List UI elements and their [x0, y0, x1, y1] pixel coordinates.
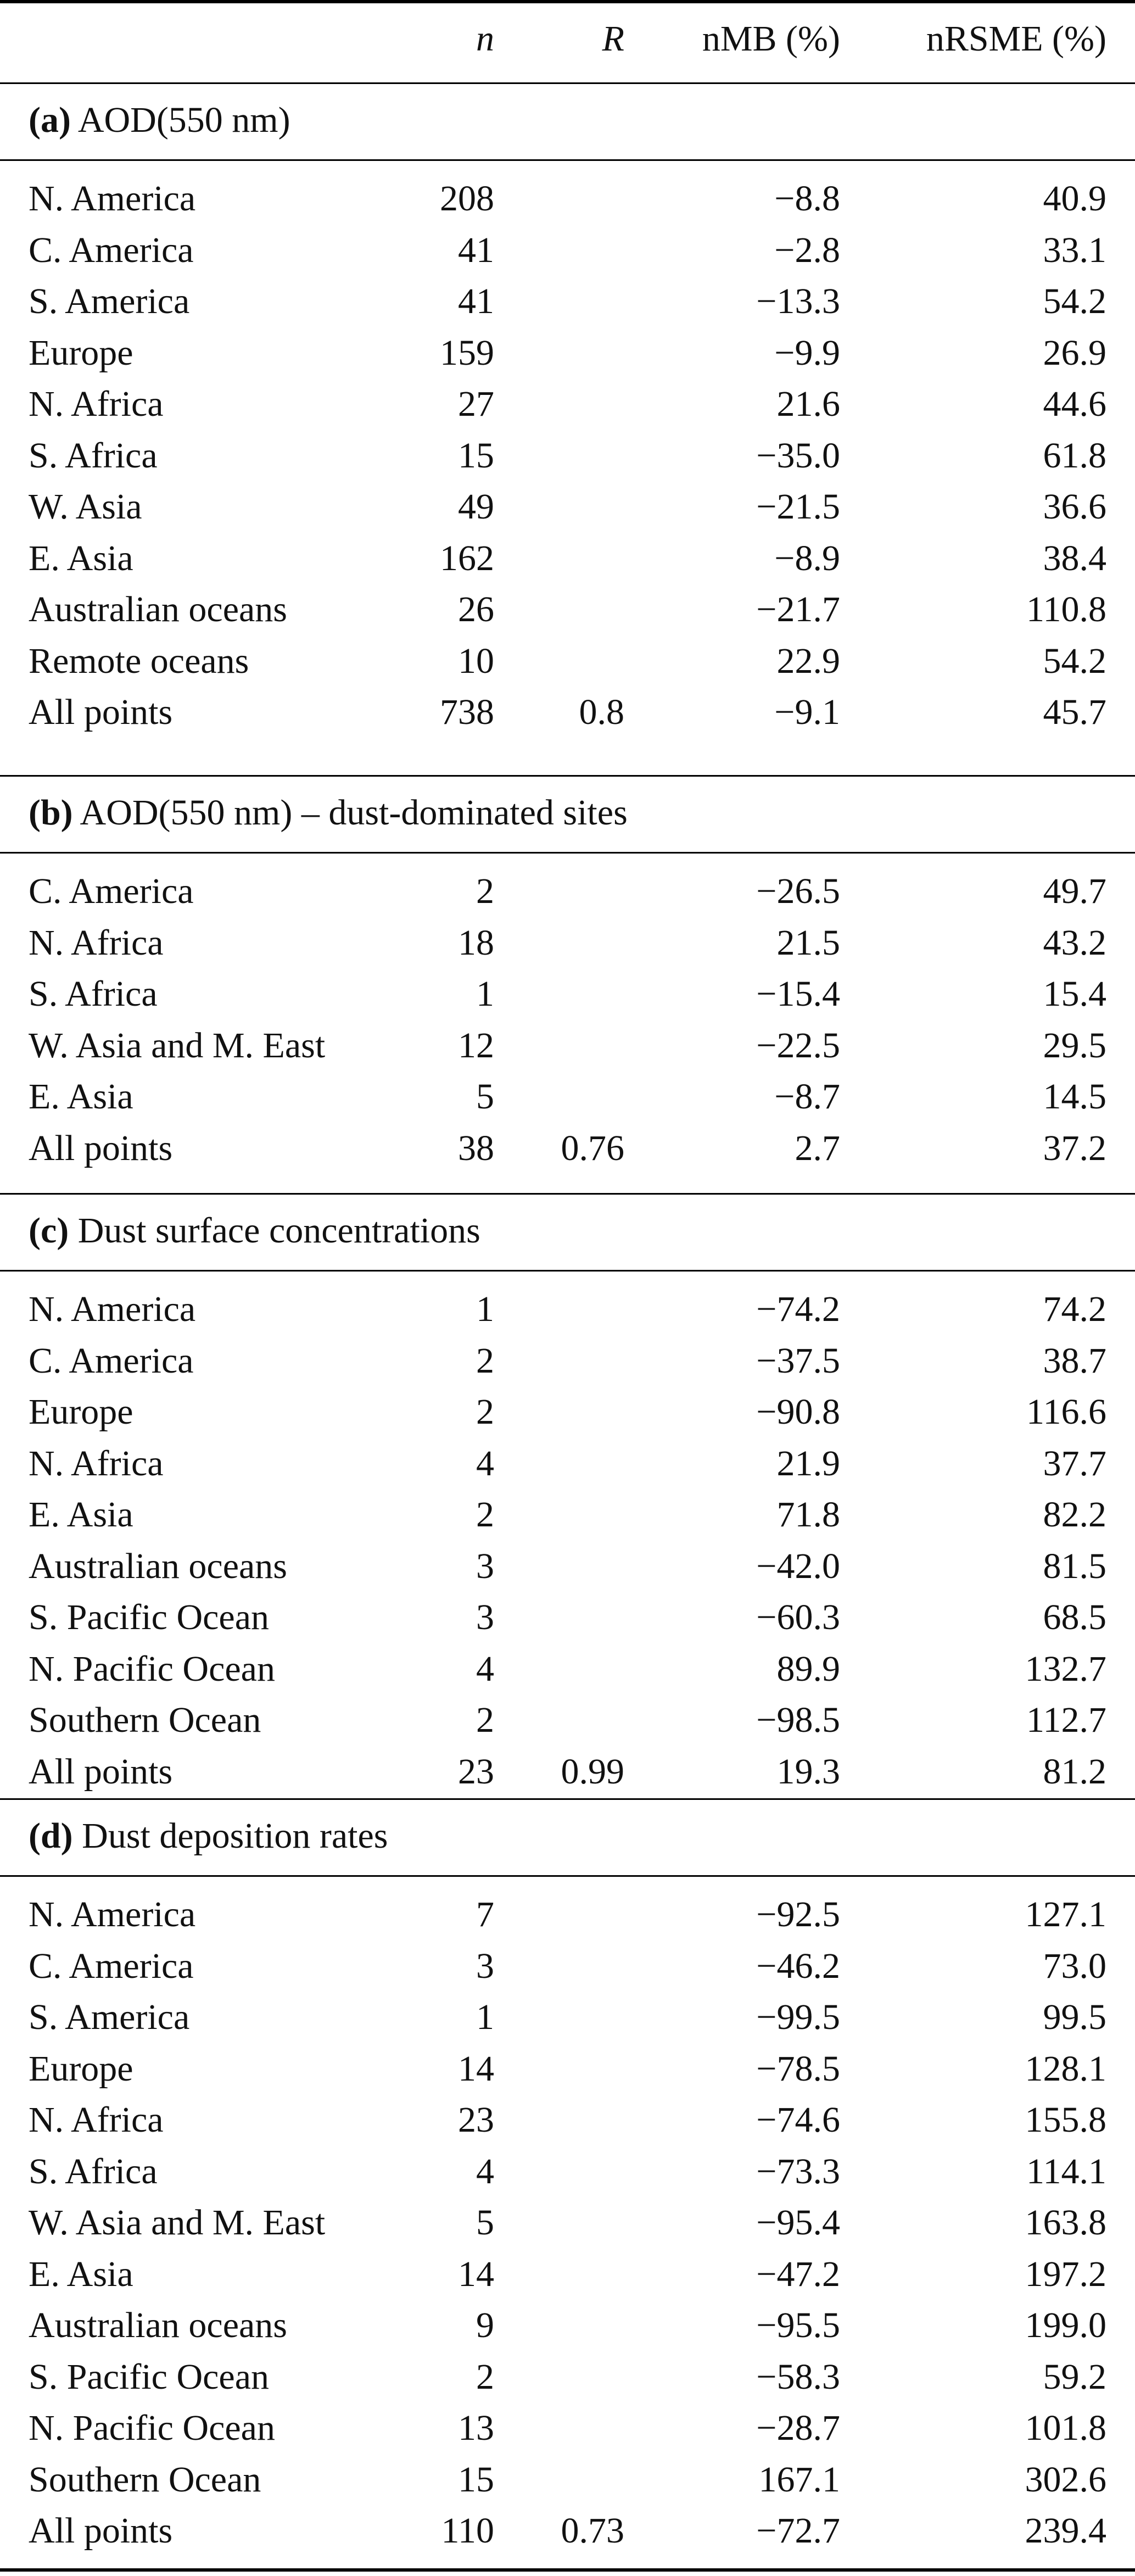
cell-nrsme: 15.4	[1043, 974, 1106, 1014]
table-row	[0, 1643, 1135, 1694]
table-row	[0, 584, 1135, 635]
section-title	[29, 94, 290, 146]
table-row	[0, 173, 1135, 224]
header-nrsme: nRSME (%)	[926, 19, 1106, 59]
cell-nmb: −98.5	[756, 1700, 840, 1740]
cell-nmb: −21.5	[756, 487, 840, 527]
cell-nrsme: 99.5	[1043, 1997, 1106, 2037]
cell-nrsme: 112.7	[1026, 1700, 1106, 1740]
table-row	[0, 2351, 1135, 2402]
table-row	[0, 687, 1135, 738]
cell-nmb: −22.5	[756, 1025, 840, 1066]
section-rule	[0, 1798, 1135, 1800]
cell-nrsme: 68.5	[1043, 1597, 1106, 1637]
cell-nmb: −8.8	[774, 179, 840, 219]
cell-region: S. America	[29, 1997, 190, 2037]
cell-n: 4	[476, 2151, 494, 2192]
table-row	[0, 1746, 1135, 1797]
cell-n: 2	[476, 2357, 494, 2397]
cell-region: All points	[29, 2511, 173, 2551]
section-title-row	[0, 787, 1135, 838]
cell-n: 27	[458, 384, 494, 424]
cell-region: Europe	[29, 2049, 133, 2089]
cell-n: 738	[440, 692, 494, 732]
cell-region: Southern Ocean	[29, 1700, 261, 1740]
cell-nmb: −72.7	[756, 2511, 840, 2551]
cell-n: 26	[458, 589, 494, 629]
cell-region: N. Africa	[29, 384, 164, 424]
cell-region: E. Asia	[29, 2254, 133, 2294]
cell-n: 2	[476, 871, 494, 911]
cell-nrsme: 29.5	[1043, 1025, 1106, 1066]
section-title-rule	[0, 1875, 1135, 1877]
cell-n: 1	[476, 1289, 494, 1329]
section-rule	[0, 82, 1135, 84]
cell-region: W. Asia and M. East	[29, 2203, 326, 2243]
cell-nmb: 19.3	[776, 1752, 840, 1792]
cell-nrsme: 37.7	[1043, 1443, 1106, 1484]
section-letter: (a)	[29, 100, 71, 140]
cell-n: 3	[476, 1546, 494, 1586]
cell-nmb: −46.2	[756, 1946, 840, 1986]
section-title-row	[0, 1205, 1135, 1256]
table-row	[0, 1592, 1135, 1643]
table-row	[0, 430, 1135, 481]
cell-r: 0.76	[561, 1128, 624, 1168]
cell-region: E. Asia	[29, 538, 133, 578]
cell-nmb: 21.9	[776, 1443, 840, 1484]
cell-region: All points	[29, 1752, 173, 1792]
cell-region: N. America	[29, 179, 196, 219]
table-row	[0, 1284, 1135, 1335]
cell-region: S. Pacific Ocean	[29, 2357, 269, 2397]
cell-nmb: −95.5	[756, 2305, 840, 2345]
header-row	[0, 13, 1135, 64]
table-row	[0, 1489, 1135, 1540]
cell-nrsme: 128.1	[1025, 2049, 1106, 2089]
cell-nrsme: 127.1	[1025, 1894, 1106, 1934]
table-row	[0, 1020, 1135, 1071]
table-row	[0, 1694, 1135, 1746]
cell-nrsme: 14.5	[1043, 1077, 1106, 1117]
cell-r: 0.8	[579, 692, 624, 732]
header-nmb: nMB (%)	[702, 19, 840, 59]
table-row	[0, 1071, 1135, 1122]
section-title-rule	[0, 159, 1135, 161]
cell-n: 14	[458, 2049, 494, 2089]
cell-nrsme: 239.4	[1025, 2511, 1106, 2551]
cell-nrsme: 101.8	[1025, 2408, 1106, 2448]
section-title-rule	[0, 852, 1135, 854]
cell-nrsme: 33.1	[1043, 230, 1106, 270]
section-title	[29, 1810, 388, 1861]
cell-nmb: 2.7	[795, 1128, 840, 1168]
cell-nmb: −21.7	[756, 589, 840, 629]
table-row	[0, 917, 1135, 968]
cell-nrsme: 45.7	[1043, 692, 1106, 732]
cell-n: 38	[458, 1128, 494, 1168]
cell-region: S. Pacific Ocean	[29, 1597, 269, 1637]
cell-nrsme: 54.2	[1043, 641, 1106, 681]
cell-nmb: −37.5	[756, 1341, 840, 1381]
cell-nmb: −15.4	[756, 974, 840, 1014]
top-rule	[0, 0, 1135, 3]
table-row	[0, 2454, 1135, 2505]
cell-n: 41	[458, 281, 494, 321]
cell-region: Europe	[29, 333, 133, 373]
header-n: n	[476, 19, 494, 59]
cell-nrsme: 40.9	[1043, 179, 1106, 219]
cell-nmb: −35.0	[756, 436, 840, 476]
cell-nmb: −74.6	[756, 2100, 840, 2140]
cell-nmb: −60.3	[756, 1597, 840, 1637]
cell-nrsme: 132.7	[1025, 1649, 1106, 1689]
cell-nrsme: 44.6	[1043, 384, 1106, 424]
cell-nrsme: 163.8	[1025, 2203, 1106, 2243]
cell-nrsme: 82.2	[1043, 1495, 1106, 1535]
table-row	[0, 1941, 1135, 1992]
cell-nmb: −74.2	[756, 1289, 840, 1329]
cell-nmb: 22.9	[776, 641, 840, 681]
table-row	[0, 481, 1135, 532]
table-row	[0, 225, 1135, 276]
cell-nrsme: 38.4	[1043, 538, 1106, 578]
cell-region: S. Africa	[29, 2151, 158, 2192]
table-row	[0, 2300, 1135, 2351]
cell-n: 4	[476, 1649, 494, 1689]
cell-region: All points	[29, 692, 173, 732]
table-row	[0, 1992, 1135, 2043]
cell-n: 10	[458, 641, 494, 681]
cell-n: 23	[458, 1752, 494, 1792]
cell-region: Southern Ocean	[29, 2460, 261, 2500]
cell-nmb: −95.4	[756, 2203, 840, 2243]
cell-nrsme: 43.2	[1043, 923, 1106, 963]
cell-nrsme: 81.2	[1043, 1752, 1106, 1792]
cell-nmb: −8.9	[774, 538, 840, 578]
cell-nmb: −9.1	[774, 692, 840, 732]
cell-nmb: −9.9	[774, 333, 840, 373]
cell-region: C. America	[29, 1946, 194, 1986]
section-letter: (b)	[29, 793, 73, 833]
table-row	[0, 1438, 1135, 1489]
table-row	[0, 2505, 1135, 2556]
cell-nrsme: 61.8	[1043, 436, 1106, 476]
cell-nmb: −2.8	[774, 230, 840, 270]
cell-region: N. Africa	[29, 2100, 164, 2140]
cell-n: 1	[476, 974, 494, 1014]
table-row	[0, 276, 1135, 327]
cell-region: S. Africa	[29, 436, 158, 476]
cell-n: 2	[476, 1392, 494, 1432]
cell-n: 41	[458, 230, 494, 270]
cell-nrsme: 110.8	[1026, 589, 1106, 629]
table-row	[0, 1386, 1135, 1437]
cell-region: W. Asia and M. East	[29, 1025, 326, 1066]
cell-nmb: 89.9	[776, 1649, 840, 1689]
cell-nmb: −99.5	[756, 1997, 840, 2037]
cell-nrsme: 114.1	[1026, 2151, 1106, 2192]
cell-nrsme: 199.0	[1025, 2305, 1106, 2345]
table-row	[0, 1123, 1135, 1174]
cell-n: 2	[476, 1495, 494, 1535]
cell-region: N. Pacific Ocean	[29, 1649, 275, 1689]
cell-n: 2	[476, 1700, 494, 1740]
section-letter: (d)	[29, 1816, 73, 1856]
table-row	[0, 1889, 1135, 1940]
cell-n: 15	[458, 436, 494, 476]
cell-nmb: 21.6	[776, 384, 840, 424]
cell-region: N. America	[29, 1894, 196, 1934]
cell-nmb: −13.3	[756, 281, 840, 321]
table-row	[0, 378, 1135, 430]
cell-n: 49	[458, 487, 494, 527]
cell-n: 18	[458, 923, 494, 963]
cell-region: S. Africa	[29, 974, 158, 1014]
cell-n: 15	[458, 2460, 494, 2500]
section-title-text: AOD(550 nm)	[77, 100, 290, 140]
table-row	[0, 533, 1135, 584]
table-row	[0, 2402, 1135, 2454]
cell-nrsme: 37.2	[1043, 1128, 1106, 1168]
cell-region: N. Pacific Ocean	[29, 2408, 275, 2448]
cell-n: 5	[476, 2203, 494, 2243]
cell-nrsme: 116.6	[1026, 1392, 1106, 1432]
cell-n: 162	[440, 538, 494, 578]
cell-n: 4	[476, 1443, 494, 1484]
section-title-row	[0, 94, 1135, 146]
section-rule	[0, 775, 1135, 777]
cell-n: 5	[476, 1077, 494, 1117]
table-row	[0, 2197, 1135, 2248]
cell-n: 208	[440, 179, 494, 219]
cell-n: 7	[476, 1894, 494, 1934]
cell-region: C. America	[29, 230, 194, 270]
cell-r: 0.73	[561, 2511, 624, 2551]
cell-nmb: −8.7	[774, 1077, 840, 1117]
cell-nrsme: 74.2	[1043, 1289, 1106, 1329]
cell-nmb: −58.3	[756, 2357, 840, 2397]
table-row	[0, 2043, 1135, 2094]
section-title	[29, 1205, 480, 1256]
cell-region: S. America	[29, 281, 190, 321]
section-title-text: Dust deposition rates	[82, 1816, 388, 1856]
cell-nrsme: 197.2	[1025, 2254, 1106, 2294]
section-title-text: Dust surface concentrations	[77, 1211, 480, 1251]
cell-nmb: −78.5	[756, 2049, 840, 2089]
cell-n: 2	[476, 1341, 494, 1381]
cell-nrsme: 38.7	[1043, 1341, 1106, 1381]
cell-nmb: −47.2	[756, 2254, 840, 2294]
cell-nmb: 167.1	[758, 2460, 840, 2500]
table-row	[0, 327, 1135, 378]
cell-nmb: −73.3	[756, 2151, 840, 2192]
cell-nmb: −42.0	[756, 1546, 840, 1586]
cell-region: W. Asia	[29, 487, 142, 527]
table-row	[0, 2146, 1135, 2197]
table-row	[0, 2249, 1135, 2300]
cell-region: C. America	[29, 1341, 194, 1381]
table-row	[0, 635, 1135, 687]
table-row	[0, 866, 1135, 917]
cell-nmb: −90.8	[756, 1392, 840, 1432]
cell-nrsme: 73.0	[1043, 1946, 1106, 1986]
cell-nrsme: 302.6	[1025, 2460, 1106, 2500]
table-row	[0, 1541, 1135, 1592]
cell-n: 159	[440, 333, 494, 373]
cell-region: N. Africa	[29, 923, 164, 963]
cell-n: 110	[441, 2511, 494, 2551]
cell-region: Australian oceans	[29, 1546, 287, 1586]
cell-nrsme: 155.8	[1025, 2100, 1106, 2140]
table-row	[0, 968, 1135, 1019]
section-title-row	[0, 1810, 1135, 1861]
cell-nrsme: 26.9	[1043, 333, 1106, 373]
section-title-rule	[0, 1270, 1135, 1272]
bottom-rule	[0, 2568, 1135, 2572]
cell-region: Australian oceans	[29, 2305, 287, 2345]
cell-nrsme: 59.2	[1043, 2357, 1106, 2397]
cell-nrsme: 54.2	[1043, 281, 1106, 321]
section-title-text: AOD(550 nm) – dust-dominated sites	[80, 793, 628, 833]
cell-nmb: 71.8	[776, 1495, 840, 1535]
table-row	[0, 2094, 1135, 2145]
cell-region: Europe	[29, 1392, 133, 1432]
cell-n: 1	[476, 1997, 494, 2037]
cell-region: E. Asia	[29, 1495, 133, 1535]
table-row	[0, 1335, 1135, 1386]
cell-region: N. America	[29, 1289, 196, 1329]
cell-nmb: 21.5	[776, 923, 840, 963]
cell-nrsme: 81.5	[1043, 1546, 1106, 1586]
cell-n: 12	[458, 1025, 494, 1066]
cell-n: 23	[458, 2100, 494, 2140]
cell-nrsme: 49.7	[1043, 871, 1106, 911]
section-rule	[0, 1193, 1135, 1195]
cell-nmb: −28.7	[756, 2408, 840, 2448]
section-title	[29, 787, 628, 838]
cell-r: 0.99	[561, 1752, 624, 1792]
cell-n: 3	[476, 1946, 494, 1986]
cell-region: E. Asia	[29, 1077, 133, 1117]
header-r: R	[602, 19, 624, 59]
cell-nrsme: 36.6	[1043, 487, 1106, 527]
cell-n: 14	[458, 2254, 494, 2294]
cell-n: 9	[476, 2305, 494, 2345]
cell-region: N. Africa	[29, 1443, 164, 1484]
cell-n: 3	[476, 1597, 494, 1637]
cell-region: All points	[29, 1128, 173, 1168]
section-letter: (c)	[29, 1211, 69, 1251]
cell-region: Australian oceans	[29, 589, 287, 629]
cell-region: C. America	[29, 871, 194, 911]
cell-n: 13	[458, 2408, 494, 2448]
cell-nmb: −92.5	[756, 1894, 840, 1934]
cell-nmb: −26.5	[756, 871, 840, 911]
cell-region: Remote oceans	[29, 641, 249, 681]
